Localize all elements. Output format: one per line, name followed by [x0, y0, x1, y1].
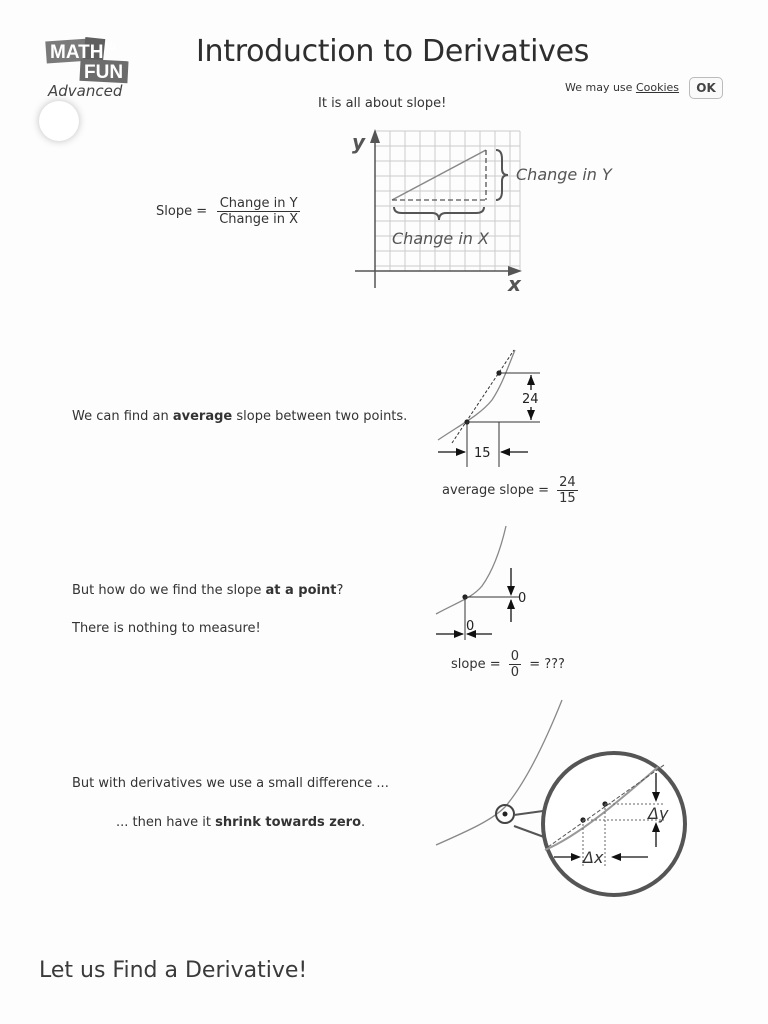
menu-button[interactable] — [39, 101, 79, 141]
logo-is: IS — [106, 41, 117, 53]
average-dx: 15 — [474, 446, 491, 461]
average-formula-den: 15 — [559, 491, 576, 506]
average-formula-num: 24 — [559, 475, 576, 490]
cookies-link[interactable]: Cookies — [635, 81, 680, 94]
derivative-line2-before: ... then have it — [116, 815, 216, 830]
point-formula-den: 0 — [510, 665, 520, 680]
average-formula — [442, 475, 578, 506]
point-formula-label: slope = — [451, 657, 501, 672]
slope-label: Slope = — [156, 204, 208, 219]
average-text — [72, 409, 407, 424]
slope-formula — [156, 196, 300, 227]
average-text-bold: average — [172, 409, 233, 424]
delta-x-label: Δx — [583, 848, 604, 867]
point-formula-result: = ??? — [529, 657, 565, 672]
cookie-ok-button[interactable]: OK — [689, 77, 723, 99]
point-diagram — [430, 522, 540, 642]
graph-x-label: x — [508, 272, 521, 295]
slope-numerator: Change in Y — [217, 196, 300, 212]
point-dy: 0 — [518, 591, 527, 606]
section-heading: Let us Find a Derivative! — [39, 958, 308, 983]
point-q-after: ? — [336, 583, 344, 598]
average-dy: 24 — [522, 392, 539, 407]
point-formula-num: 0 — [510, 649, 520, 664]
brace-y — [496, 150, 508, 200]
average-diagram — [430, 345, 560, 470]
average-text-after: slope between two points. — [232, 409, 408, 424]
point-nothing: There is nothing to measure! — [72, 621, 261, 636]
graph-y-label: y — [352, 130, 366, 154]
point-q-bold: at a point — [265, 583, 337, 598]
slope-graph — [350, 125, 630, 295]
derivative-diagram — [430, 695, 690, 900]
point-q-before: But how do we find the slope — [72, 583, 266, 598]
point-formula — [451, 649, 565, 680]
intro-text: It is all about slope! — [318, 96, 447, 111]
derivative-line1: But with derivatives we use a small difference ... — [72, 776, 389, 791]
graph-change-y: Change in Y — [516, 165, 612, 184]
brace-x — [394, 207, 484, 220]
logo-tagline: Advanced — [48, 82, 123, 100]
cookie-text: We may use — [565, 81, 633, 94]
slope-denominator: Change in X — [219, 212, 299, 227]
page-title: Introduction to Derivatives — [196, 34, 590, 69]
delta-y-label: Δy — [648, 804, 669, 823]
derivative-line2-after: . — [361, 815, 366, 830]
zoom-circle — [543, 753, 685, 895]
derivative-line2-bold: shrink towards zero — [215, 815, 362, 830]
derivative-line2 — [116, 815, 365, 830]
site-logo[interactable] — [44, 36, 134, 100]
average-formula-label: average slope = — [442, 483, 549, 498]
average-text-before: We can find an — [72, 409, 173, 424]
logo-fun: FUN — [84, 62, 124, 83]
graph-change-x: Change in X — [392, 229, 489, 248]
point-question — [72, 583, 343, 598]
slope-line — [392, 150, 486, 200]
cookie-notice — [565, 81, 679, 94]
point-dx: 0 — [466, 619, 475, 634]
logo-math: MATH — [50, 42, 104, 63]
